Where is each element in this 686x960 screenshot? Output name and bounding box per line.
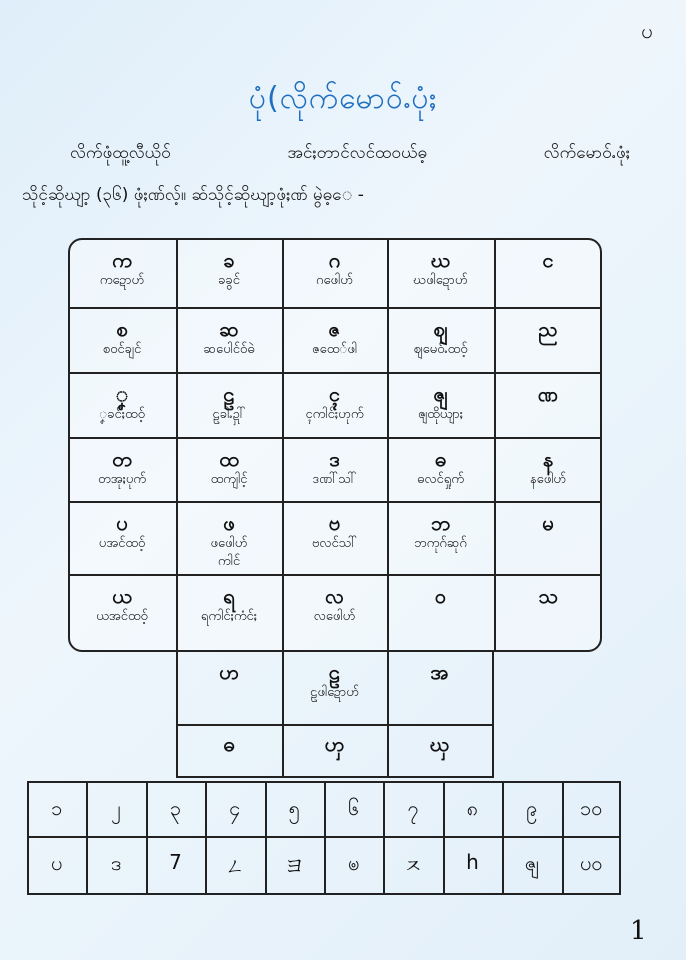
numeral-cell: ၈ xyxy=(466,796,479,820)
consonant-cell xyxy=(176,382,282,424)
consonant-cell xyxy=(494,447,602,489)
consonant-cell xyxy=(282,660,387,702)
numeral-alt-cell: ပ xyxy=(50,851,63,875)
numeral-row-line xyxy=(27,836,621,838)
consonant-letter: ယ xyxy=(112,584,132,608)
example-word: ဈမေဝ်ႉထဝ့် xyxy=(413,342,468,357)
grid-row-line xyxy=(68,437,602,439)
numeral-alt-cell: ပဝ xyxy=(579,851,603,875)
numeral-cell: ၅ xyxy=(288,796,300,820)
consonant-cell xyxy=(494,511,602,535)
consonant-letter: န xyxy=(542,447,554,471)
example-word: ခခွင် xyxy=(218,273,240,288)
numeral-cell: ၁ xyxy=(51,796,63,820)
consonant-letter: ည xyxy=(538,317,558,341)
consonant-letter: ဓ xyxy=(434,447,447,471)
consonant-letter: မ xyxy=(542,511,554,535)
example-word: ဘကုဂ်ဆုဂ် xyxy=(414,536,467,551)
intro-phrase: လိက်မောဝ်ႉဖုံႈ xyxy=(543,143,630,163)
consonant-letter: ဒ xyxy=(329,447,340,471)
consonant-letter: ခ xyxy=(223,248,235,272)
consonant-letter: ဇ xyxy=(328,317,341,341)
example-word: နဖေါဟ် xyxy=(529,472,567,487)
numeral-alt-cell: ㄥ xyxy=(224,854,245,878)
consonant-letter: ဈ xyxy=(433,317,448,341)
consonant-letter: တ xyxy=(112,447,132,471)
consonant-letter: အ xyxy=(430,660,449,684)
example-word: ၞခင်ႈထဝ့် xyxy=(99,407,145,422)
consonant-cell xyxy=(68,511,176,553)
numeral-alt-cell: 7 xyxy=(169,850,182,874)
example-word: ရကါင်ႈကံင်ႈ xyxy=(200,609,258,624)
numeral-alt-cell: h xyxy=(466,850,479,874)
intro-phrase: လိက်ဖုံထူ့လီယိုဝ် xyxy=(70,143,171,163)
grid-row-line xyxy=(68,574,602,576)
consonant-cell xyxy=(68,584,176,626)
example-word: ဓလင်ရှုက် xyxy=(417,472,464,487)
consonant-letter: ထ xyxy=(219,447,239,471)
page-title: ပုံ(လိုက်မောဝ်ႉပုံႈ xyxy=(248,81,438,116)
consonant-letter: ရ xyxy=(223,584,235,608)
consonant-letter: ၛ xyxy=(433,382,448,406)
consonant-letter: ဏ xyxy=(537,382,559,406)
numeral-cell: ၆ xyxy=(348,796,360,820)
grid-row-line xyxy=(68,307,602,309)
consonant-letter: ၚ xyxy=(328,382,341,406)
numeral-cell: ၂ xyxy=(111,796,121,820)
numeral-cell: ၄ xyxy=(229,796,241,820)
example-word: ဖဖေါဟ် ကါင် xyxy=(210,536,248,569)
consonant-cell xyxy=(282,511,387,553)
consonant-cell xyxy=(176,317,282,359)
example-word: ပအင်ထဝ့် xyxy=(98,536,146,551)
consonant-cell xyxy=(282,382,387,424)
consonant-letter: ဗ xyxy=(328,511,341,535)
consonant-letter: ဝ xyxy=(434,584,447,608)
consonant-letter: ဠ xyxy=(328,660,341,684)
example-word: ဆပေါင်ဝ်ဓဲ xyxy=(203,342,255,357)
numeral-cell: ၉ xyxy=(526,796,538,820)
grid-row-line xyxy=(68,501,602,503)
consonant-letter: ဃ xyxy=(430,248,451,272)
consonant-letter: ဘ xyxy=(430,511,451,535)
consonant-cell xyxy=(387,732,492,756)
consonant-letter: ဃှ xyxy=(429,732,450,756)
numeral-cell: ၃ xyxy=(169,796,182,820)
consonant-cell xyxy=(282,447,387,489)
consonant-letter: လ xyxy=(325,584,344,608)
example-word: ဒဏါ်သါ် xyxy=(312,472,357,487)
consonant-letter: ၞ xyxy=(115,382,129,406)
consonant-cell xyxy=(387,382,494,424)
example-word: ထကျါင့် xyxy=(210,472,248,487)
example-word: ဠခါႉဍှါ် xyxy=(212,407,246,422)
consonant-cell xyxy=(282,584,387,626)
example-word: ဃဖါဍောဟ် xyxy=(413,273,468,288)
consonant-cell xyxy=(176,447,282,489)
consonant-cell xyxy=(387,317,494,359)
consonant-cell xyxy=(494,382,602,406)
consonant-letter: ဆ xyxy=(219,317,239,341)
consonant-cell xyxy=(494,317,602,341)
consonant-cell xyxy=(176,584,282,626)
consonant-cell xyxy=(176,660,282,684)
grid-row-line xyxy=(68,372,602,374)
example-word: ဂဖေါဟ် xyxy=(316,273,353,288)
numeral-alt-cell: ㅈ xyxy=(403,854,423,878)
example-word: စဝင်ချင် xyxy=(102,342,142,357)
consonant-letter: ပ xyxy=(116,511,128,535)
example-word: ဇထေ်ဖါ xyxy=(311,342,358,357)
consonant-cell xyxy=(68,382,176,424)
consonant-letter: ဟ xyxy=(219,660,239,684)
example-word: ၚကါင်ႈဟုက် xyxy=(305,407,364,422)
example-word: တအုႈပုက် xyxy=(97,472,146,487)
consonant-cell xyxy=(387,248,494,290)
consonant-cell xyxy=(494,584,602,608)
consonant-cell xyxy=(494,248,602,272)
example-word: ကဍောဟ် xyxy=(99,273,145,288)
consonant-letter: ဟှ xyxy=(324,732,345,756)
consonant-cell xyxy=(68,317,176,359)
consonant-letter: က xyxy=(112,248,132,272)
consonant-cell xyxy=(387,447,494,489)
consonant-letter: ဓ xyxy=(223,732,235,756)
consonant-cell xyxy=(176,248,282,290)
consonant-cell xyxy=(387,511,494,553)
consonant-cell xyxy=(68,248,176,290)
example-word: ဠဖါဍောဟ် xyxy=(310,685,359,700)
numeral-alt-cell: ၑ xyxy=(347,851,360,875)
consonant-letter: င xyxy=(542,248,554,272)
example-word: ၛထိုယျာႈ xyxy=(417,407,464,422)
consonant-cell xyxy=(282,248,387,290)
numeral-alt-cell: ဒ xyxy=(110,851,122,875)
page-corner-mark: ပ xyxy=(641,19,653,43)
intro-line-1 xyxy=(70,142,630,167)
consonant-cell xyxy=(176,511,282,570)
consonant-cell xyxy=(68,447,176,489)
example-word: လဖေါဟ် xyxy=(313,609,356,624)
consonant-cell xyxy=(387,660,492,684)
numeral-cell: ၁၀ xyxy=(580,796,603,820)
numeral-alt-cell: ヨ xyxy=(284,854,305,878)
consonant-cell xyxy=(282,317,387,359)
example-word: ယအင်ထဝ့် xyxy=(96,609,148,624)
consonant-letter: ဂ xyxy=(328,248,341,272)
consonant-letter: ဠ xyxy=(223,382,235,406)
consonant-letter: စ xyxy=(116,317,128,341)
intro-line-2: သိုင့်ဆိုဃျာ့ (၃၆) ဖုံႈဏ်လ့်။ ဆ်သိုင့်ဆိုဃျာ့ဖုံႈဏ် မွဲဓ့ေ - xyxy=(22,185,364,205)
consonant-letter: သ xyxy=(538,584,558,608)
numeral-alt-cell: ၛ xyxy=(524,851,539,875)
consonant-cell xyxy=(387,584,494,608)
example-word: ဗလင်သါ် xyxy=(311,536,358,551)
consonant-cell xyxy=(282,732,387,756)
grid-row-line xyxy=(176,724,494,726)
page-number: 1 xyxy=(630,916,647,946)
intro-phrase: အင်ႈတာင်လင်ထဝယ်ဓ့ xyxy=(287,143,428,163)
consonant-letter: ဖ xyxy=(223,511,235,535)
consonant-cell xyxy=(176,732,282,756)
numeral-cell: ၇ xyxy=(407,796,419,820)
